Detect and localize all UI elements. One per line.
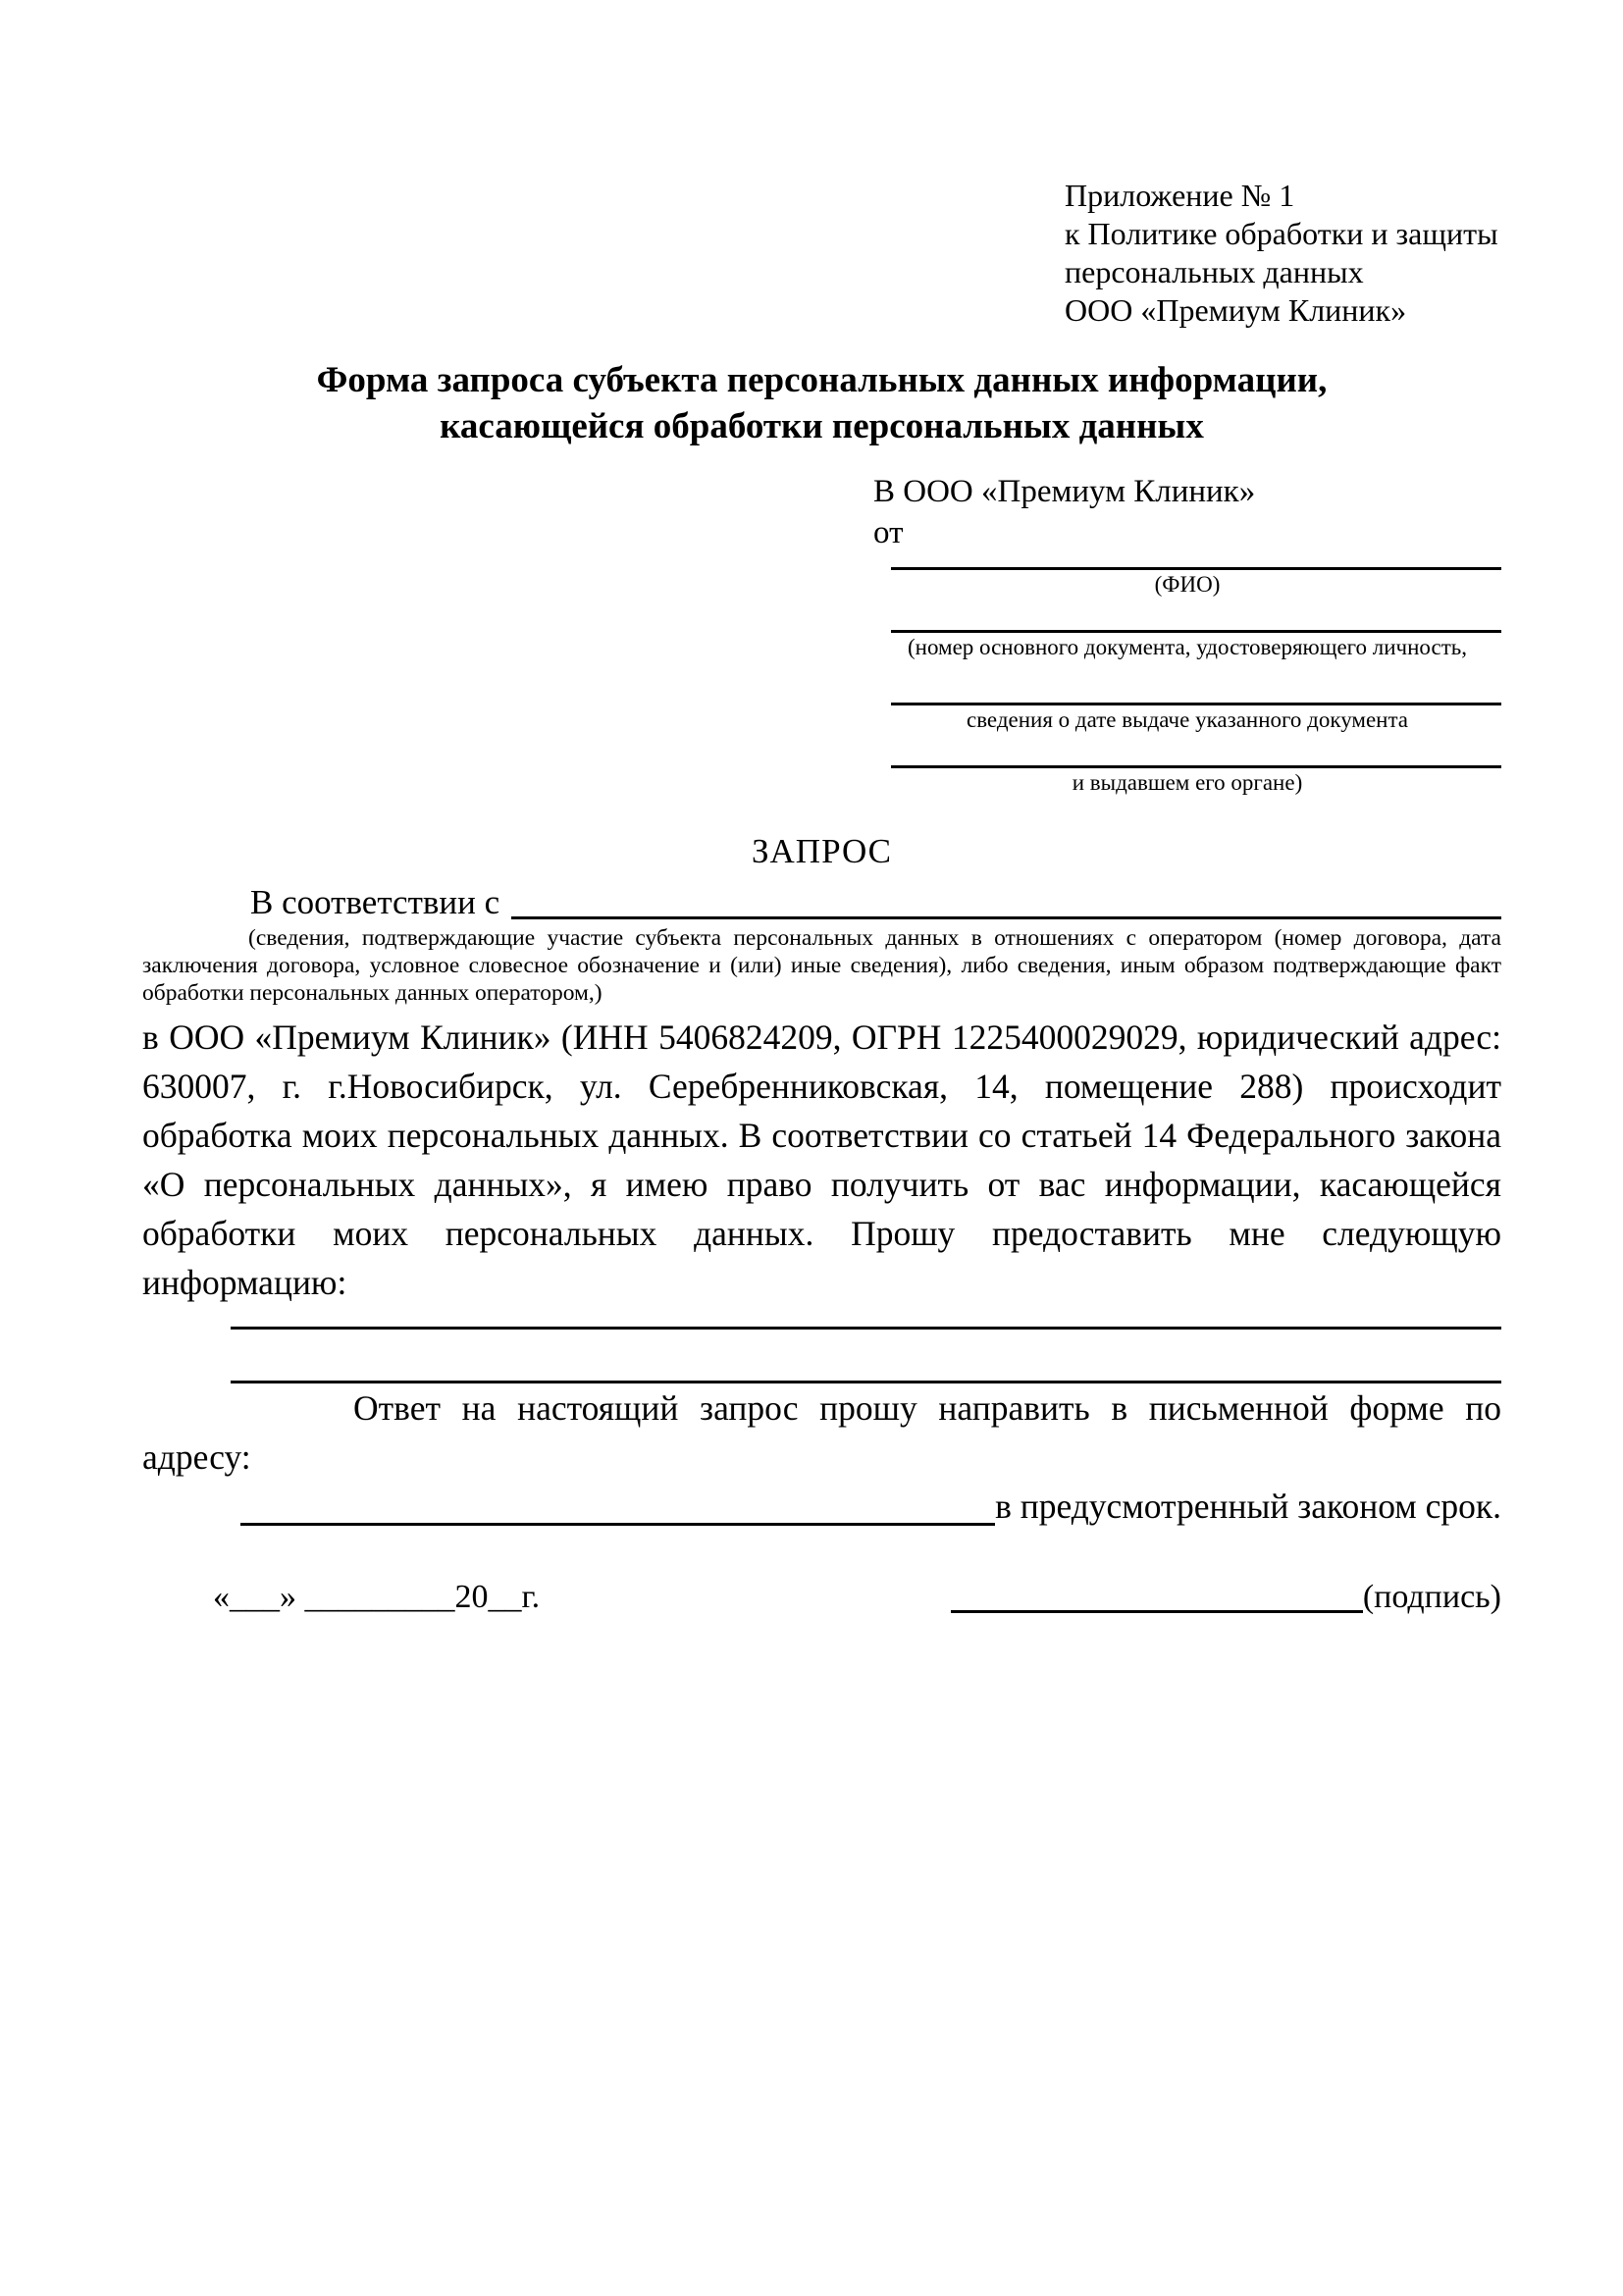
- signature-area: [951, 1576, 1501, 1619]
- addressee-block: [873, 471, 1501, 797]
- footer-row: [142, 1576, 1501, 1619]
- appendix-line-3: персональных данных: [1065, 254, 1364, 289]
- appendix-block: [1065, 177, 1501, 330]
- document-title-line-1: Форма запроса субъекта персональных данных информации,: [316, 360, 1328, 400]
- appendix-line-2: к Политике обработки и защиты: [1065, 216, 1498, 251]
- reply-address-line: [142, 1482, 1501, 1531]
- date-line: «___» _________20__г.: [213, 1579, 541, 1615]
- document-number-field: [873, 599, 1501, 661]
- accordance-label: В соответствии с: [250, 883, 500, 921]
- issuing-authority-caption: и выдавшем его органе): [1072, 770, 1303, 795]
- document-title-line-2: касающейся обработки персональных данных: [440, 406, 1204, 446]
- request-body-paragraph: в ООО «Премиум Клиник» (ИНН 5406824209, ОГРН 1225400029029, юридический адрес: 630007, г. г.Новосибирск, ул. Серебренниковская, 14, помещение 288) происходит обработка моих персональных данных. В соответствии со статьей 14 Федерального закона «О персональных данных», я имею право получить от вас информации, касающейся обработки моих персональных данных. Прошу предоставить мне следующую информацию:: [142, 1018, 1501, 1302]
- document-title: [142, 357, 1501, 449]
- fio-field: [873, 553, 1501, 599]
- signature-blank-line: [951, 1610, 1363, 1613]
- issue-date-blank-line: [891, 661, 1501, 705]
- appendix-line-1: Приложение № 1: [1065, 178, 1295, 213]
- accordance-blank-line: [511, 916, 1501, 919]
- reply-tail-text: в предусмотренный законом срок.: [995, 1487, 1501, 1526]
- fio-caption: (ФИО): [1154, 572, 1221, 597]
- issuing-authority-field: [873, 734, 1501, 797]
- issue-date-field: [873, 661, 1501, 734]
- addressee-to: В ООО «Премиум Клиник»: [873, 474, 1256, 509]
- addressee-from-label: от: [873, 515, 904, 550]
- issue-date-caption: сведения о дате выдаче указанного документа: [966, 707, 1409, 732]
- accordance-line: [142, 881, 1501, 924]
- request-heading: ЗАПРОС: [751, 832, 893, 870]
- issuing-authority-blank-line: [891, 734, 1501, 768]
- reply-address-blank-line: [240, 1523, 995, 1526]
- signature-caption: (подпись): [1362, 1579, 1501, 1615]
- requested-info-blank-line-2: [231, 1330, 1501, 1383]
- fio-blank-line: [891, 553, 1501, 570]
- accordance-footnote: (сведения, подтверждающие участие субъекта персональных данных в отношениях с оператором (номер договора, дата заключения договора, условное словесное обозначение и (или) иные сведения), либо сведения, иным образом подтверждающие факт обработки персональных данных оператором,): [142, 925, 1501, 1006]
- document-number-caption: (номер основного документа, удостоверяющего личность,: [907, 635, 1467, 659]
- appendix-line-4: ООО «Премиум Клиник»: [1065, 292, 1407, 328]
- document-number-blank-line: [891, 599, 1501, 633]
- requested-info-blank-line-1: [231, 1307, 1501, 1330]
- reply-lead-text: Ответ на настоящий запрос прошу направить в письменной форме по адресу:: [142, 1388, 1501, 1477]
